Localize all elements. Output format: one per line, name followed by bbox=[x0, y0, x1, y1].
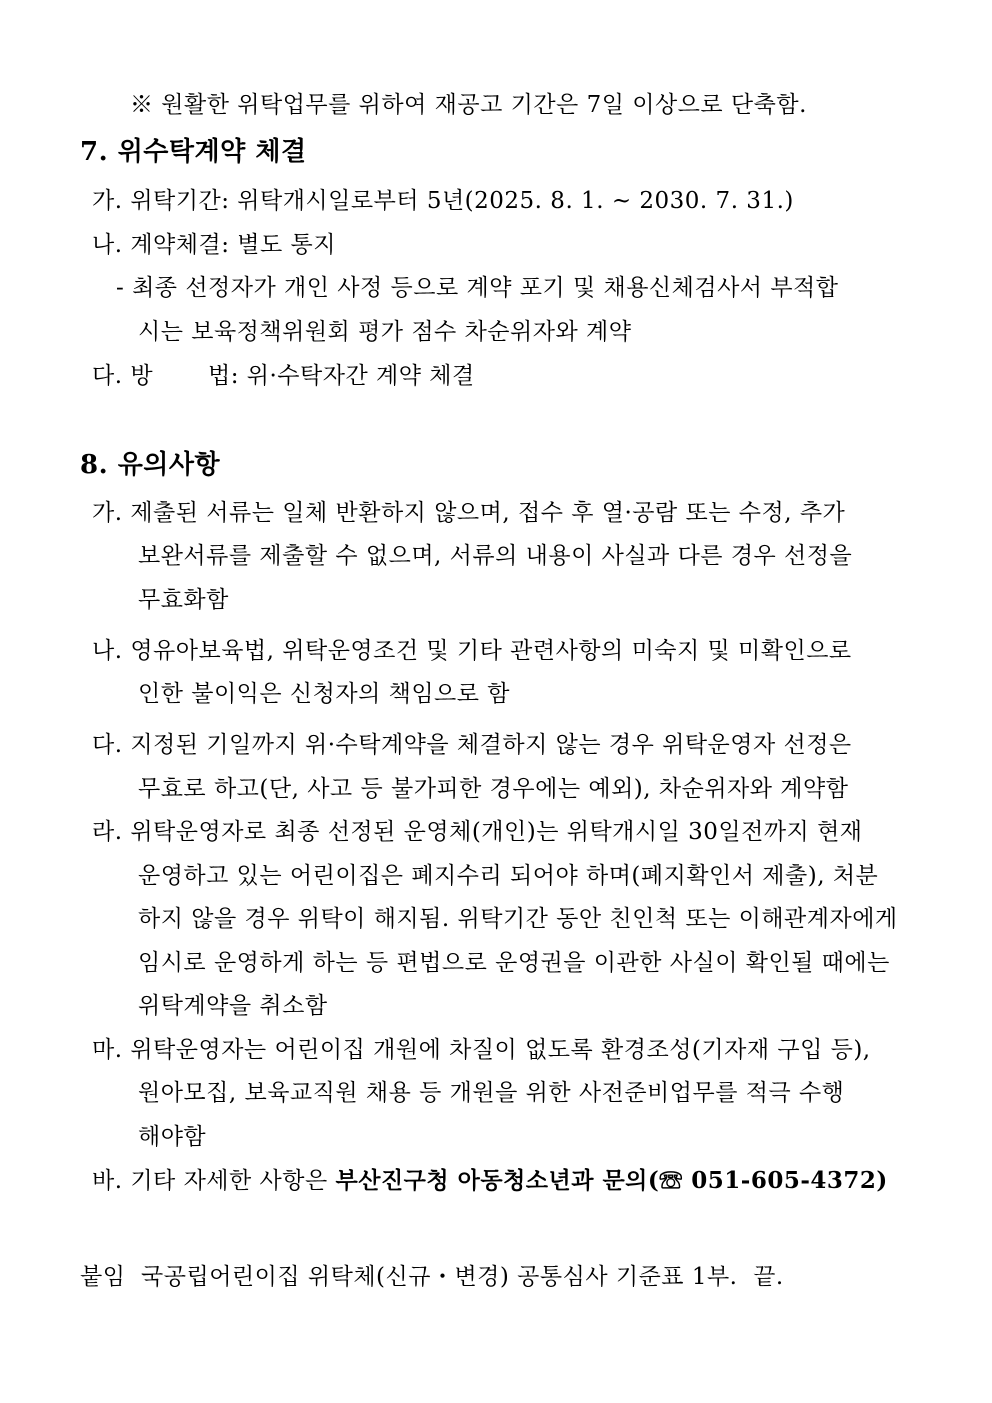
section-8-item-ba bbox=[92, 1166, 888, 1196]
section-7-item-da-text: 법: 위·수탁자간 계약 체결 bbox=[208, 363, 475, 389]
section-8-item-ra-line-5: 위탁계약을 취소함 bbox=[138, 993, 328, 1019]
contact-info: 부산진구청 아동청소년과 문의(☏ 051-605-4372) bbox=[335, 1167, 888, 1194]
section-7-item-da-label: 다. 방 bbox=[92, 363, 154, 389]
section-7-title: 7. 위수탁계약 체결 bbox=[80, 137, 307, 167]
section-8-item-ba-text: 바. 기타 자세한 사항은 bbox=[92, 1168, 336, 1194]
section-8-item-da-line-1: 다. 지정된 기일까지 위·수탁계약을 체결하지 않는 경우 위탁운영자 선정은 bbox=[92, 732, 852, 758]
section-7-item-ga: 가. 위탁기간: 위탁개시일로부터 5년(2025. 8. 1. ~ 2030. 7. 31.) bbox=[92, 188, 794, 214]
section-8-item-ra-line-2: 운영하고 있는 어린이집은 폐지수리 되어야 하며(폐지확인서 제출), 처분 bbox=[138, 863, 879, 889]
section-7-item-na: 나. 계약체결: 별도 통지 bbox=[92, 232, 336, 258]
section-8-item-ga-line-3: 무효화함 bbox=[138, 587, 229, 613]
section-8-item-ra-line-4: 임시로 운영하게 하는 등 편법으로 운영권을 이관한 사실이 확인될 때에는 bbox=[138, 950, 890, 976]
section-8-item-ga-line-1: 가. 제출된 서류는 일체 반환하지 않으며, 접수 후 열·공람 또는 수정, 추가 bbox=[92, 500, 846, 526]
section-7-subitem-line-2: 시는 보육정책위원회 평가 점수 차순위자와 계약 bbox=[138, 319, 632, 345]
section-8-title: 8. 유의사항 bbox=[80, 450, 221, 480]
section-8-item-ga-line-2: 보완서류를 제출할 수 없으며, 서류의 내용이 사실과 다른 경우 선정을 bbox=[138, 543, 853, 569]
section-8-item-ma-line-3: 해야함 bbox=[138, 1124, 207, 1150]
section-8-item-ra-line-3: 하지 않을 경우 위탁이 해지됨. 위탁기간 동안 친인척 또는 이해관계자에게 bbox=[138, 906, 898, 932]
section-8-item-ma-line-1: 마. 위탁운영자는 어린이집 개원에 차질이 없도록 환경조성(기자재 구입 등), bbox=[92, 1037, 871, 1063]
section-8-item-ma-line-2: 원아모집, 보육교직원 채용 등 개원을 위한 사전준비업무를 적극 수행 bbox=[138, 1080, 845, 1106]
section-8-item-ra-line-1: 라. 위탁운영자로 최종 선정된 운영체(개인)는 위탁개시일 30일전까지 현재 bbox=[92, 819, 863, 845]
section-7-subitem-line-1: - 최종 선정자가 개인 사정 등으로 계약 포기 및 채용신체검사서 부적합 bbox=[116, 275, 839, 301]
section-8-item-na-line-2: 인한 불이익은 신청자의 책임으로 함 bbox=[138, 681, 511, 707]
note-line: ※ 원활한 위탁업무를 위하여 재공고 기간은 7일 이상으로 단축함. bbox=[130, 92, 807, 118]
section-8-item-na-line-1: 나. 영유아보육법, 위탁운영조건 및 기타 관련사항의 미숙지 및 미확인으로 bbox=[92, 638, 852, 664]
attachment-line: 붙임 국공립어린이집 위탁체(신규・변경) 공통심사 기준표 1부. 끝. bbox=[80, 1264, 784, 1290]
section-8-item-da-line-2: 무효로 하고(단, 사고 등 불가피한 경우에는 예외), 차순위자와 계약함 bbox=[138, 776, 849, 802]
